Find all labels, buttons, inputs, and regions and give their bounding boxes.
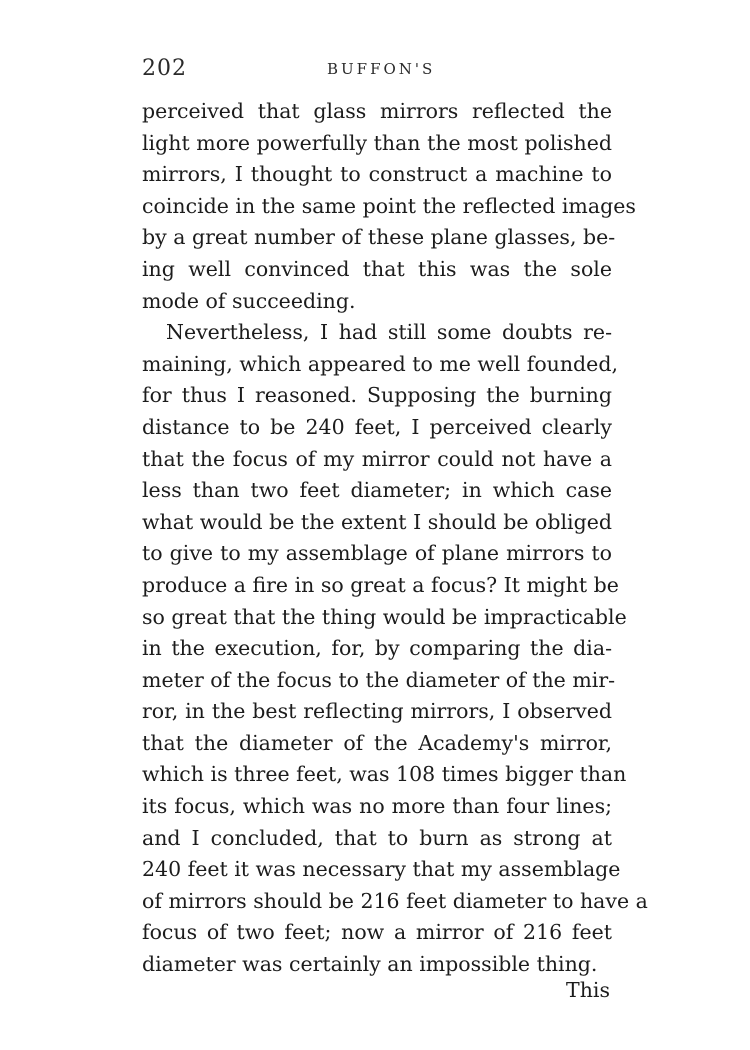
text-line: in the execution, for, by comparing the dia- bbox=[142, 636, 612, 661]
text-line: to give to my assemblage of plane mirrors to bbox=[142, 541, 612, 566]
body-text bbox=[142, 96, 648, 981]
text-line: that the diameter of the Academy's mirror, bbox=[142, 730, 612, 755]
running-head: BUFFON'S bbox=[327, 60, 436, 78]
text-line: distance to be 240 feet, I perceived clearly bbox=[142, 414, 612, 439]
text-line: which is three feet, was 108 times bigger than bbox=[142, 762, 627, 787]
text-line: coincide in the same point the reflected images bbox=[142, 193, 636, 218]
text-line: meter of the focus to the diameter of the mir- bbox=[142, 667, 616, 692]
paragraph-start-line: Nevertheless, I had still some doubts re- bbox=[166, 320, 612, 345]
text-line: for thus I reasoned. Supposing the burning bbox=[142, 383, 612, 408]
text-line: less than two feet diameter; in which case bbox=[142, 478, 612, 503]
page-header bbox=[142, 56, 612, 88]
text-line: 240 feet it was necessary that my assemblage bbox=[142, 857, 621, 882]
catchword: This bbox=[566, 978, 610, 1002]
text-line: that the focus of my mirror could not have a bbox=[142, 446, 612, 471]
text-line: ing well convinced that this was the sole bbox=[142, 256, 612, 281]
text-line: by a great number of these plane glasses, be- bbox=[142, 225, 616, 250]
text-line: mode of succeeding. bbox=[142, 288, 356, 313]
text-line: of mirrors should be 216 feet diameter to have a bbox=[142, 888, 648, 913]
text-line: so great that the thing would be impracticable bbox=[142, 604, 627, 629]
text-line: perceived that glass mirrors reflected the bbox=[142, 99, 612, 123]
text-line: its focus, which was no more than four lines; bbox=[142, 794, 612, 819]
text-line: light more powerfully than the most polished bbox=[142, 130, 612, 155]
text-line: ror, in the best reflecting mirrors, I observed bbox=[142, 699, 612, 724]
text-line: produce a fire in so great a focus? It might be bbox=[142, 572, 619, 597]
text-line: focus of two feet; now a mirror of 216 feet bbox=[142, 920, 612, 945]
text-line: and I concluded, that to burn as strong at bbox=[142, 825, 612, 850]
page-number: 202 bbox=[142, 56, 187, 81]
text-line: maining, which appeared to me well founded, bbox=[142, 351, 618, 376]
text-line: mirrors, I thought to construct a machine to bbox=[142, 162, 612, 187]
text-line: diameter was certainly an impossible thing. bbox=[142, 952, 598, 977]
text-line: what would be the extent I should be obliged bbox=[142, 509, 612, 534]
